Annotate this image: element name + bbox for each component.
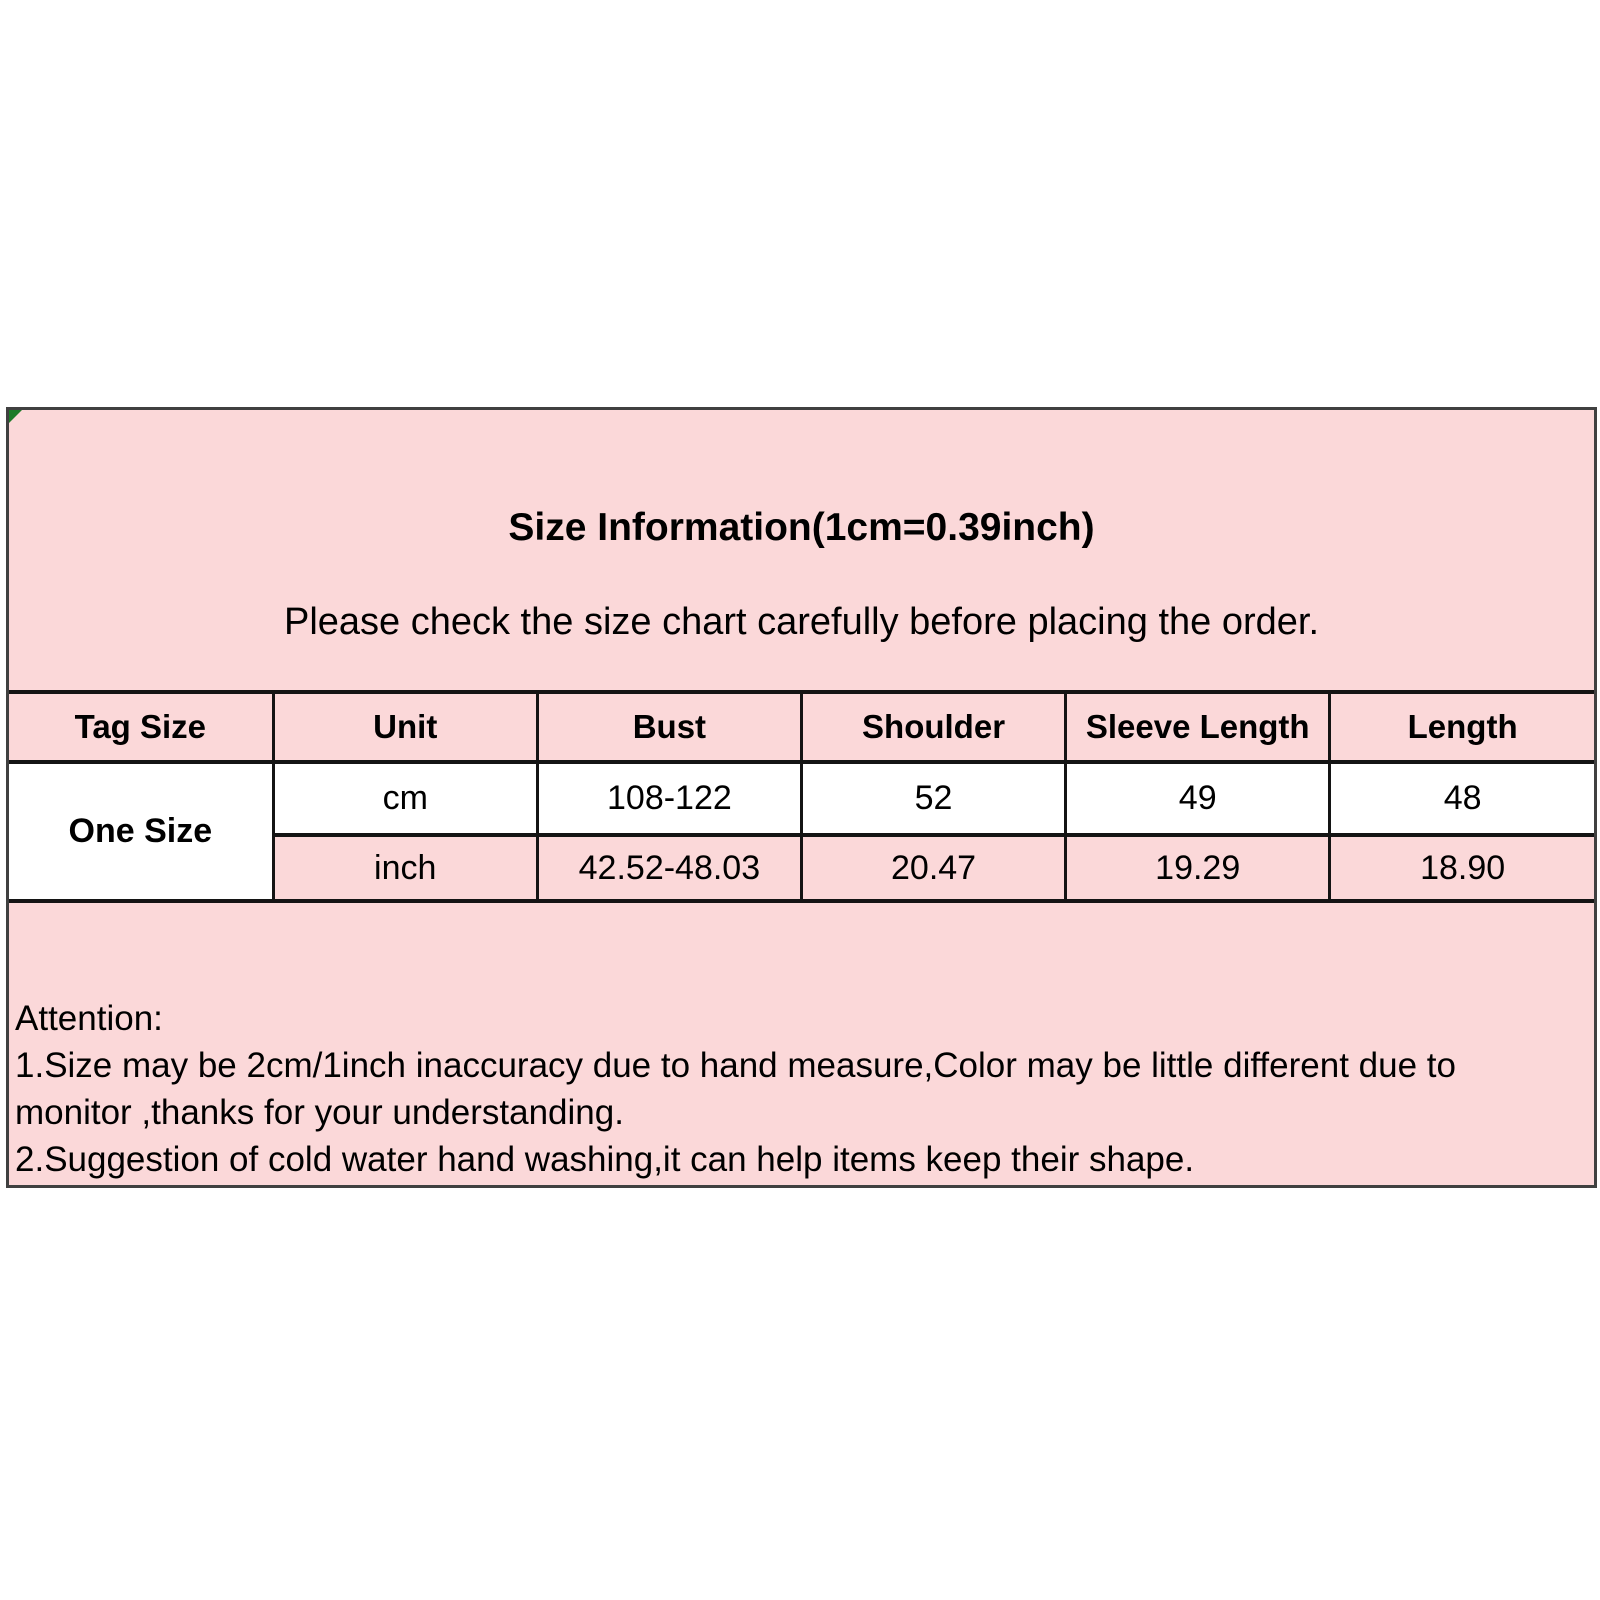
- cell-length-inch: 18.90: [1330, 835, 1594, 901]
- attention-line: monitor ,thanks for your understanding.: [15, 1093, 624, 1132]
- cell-bust-inch: 42.52-48.03: [537, 835, 801, 901]
- size-info-panel: [6, 407, 1597, 1188]
- cell-length-cm: 48: [1330, 762, 1594, 835]
- cell-sleeve-length-cm: 49: [1066, 762, 1330, 835]
- cell-bust-cm: 108-122: [537, 762, 801, 835]
- cell-shoulder-inch: 20.47: [801, 835, 1065, 901]
- cell-unit-cm: cm: [273, 762, 537, 835]
- header-bust: Bust: [537, 692, 801, 762]
- attention-line: 1.Size may be 2cm/1inch inaccuracy due to hand measure,Color may be little different due to: [15, 1046, 1456, 1085]
- page-title: Size Information(1cm=0.39inch): [508, 506, 1095, 549]
- green-corner-marker-icon: [9, 410, 22, 423]
- attention-heading: Attention:: [15, 999, 163, 1038]
- header-sleeve-length: Sleeve Length: [1066, 692, 1330, 762]
- header-length: Length: [1330, 692, 1594, 762]
- header-shoulder: Shoulder: [801, 692, 1065, 762]
- table-header-row: [9, 692, 1594, 762]
- cell-unit-inch: inch: [273, 835, 537, 901]
- cell-shoulder-cm: 52: [801, 762, 1065, 835]
- cell-sleeve-length-inch: 19.29: [1066, 835, 1330, 901]
- size-table: [9, 690, 1594, 903]
- subtitle: Please check the size chart carefully before placing the order.: [283, 601, 1320, 643]
- tag-size-value: One Size: [9, 762, 273, 901]
- attention-line: 2.Suggestion of cold water hand washing,it can help items keep their shape.: [15, 1140, 1195, 1179]
- header-unit: Unit: [273, 692, 537, 762]
- header-tag-size: Tag Size: [9, 692, 273, 762]
- attention-block: [9, 995, 1594, 1183]
- table-row: [9, 762, 1594, 835]
